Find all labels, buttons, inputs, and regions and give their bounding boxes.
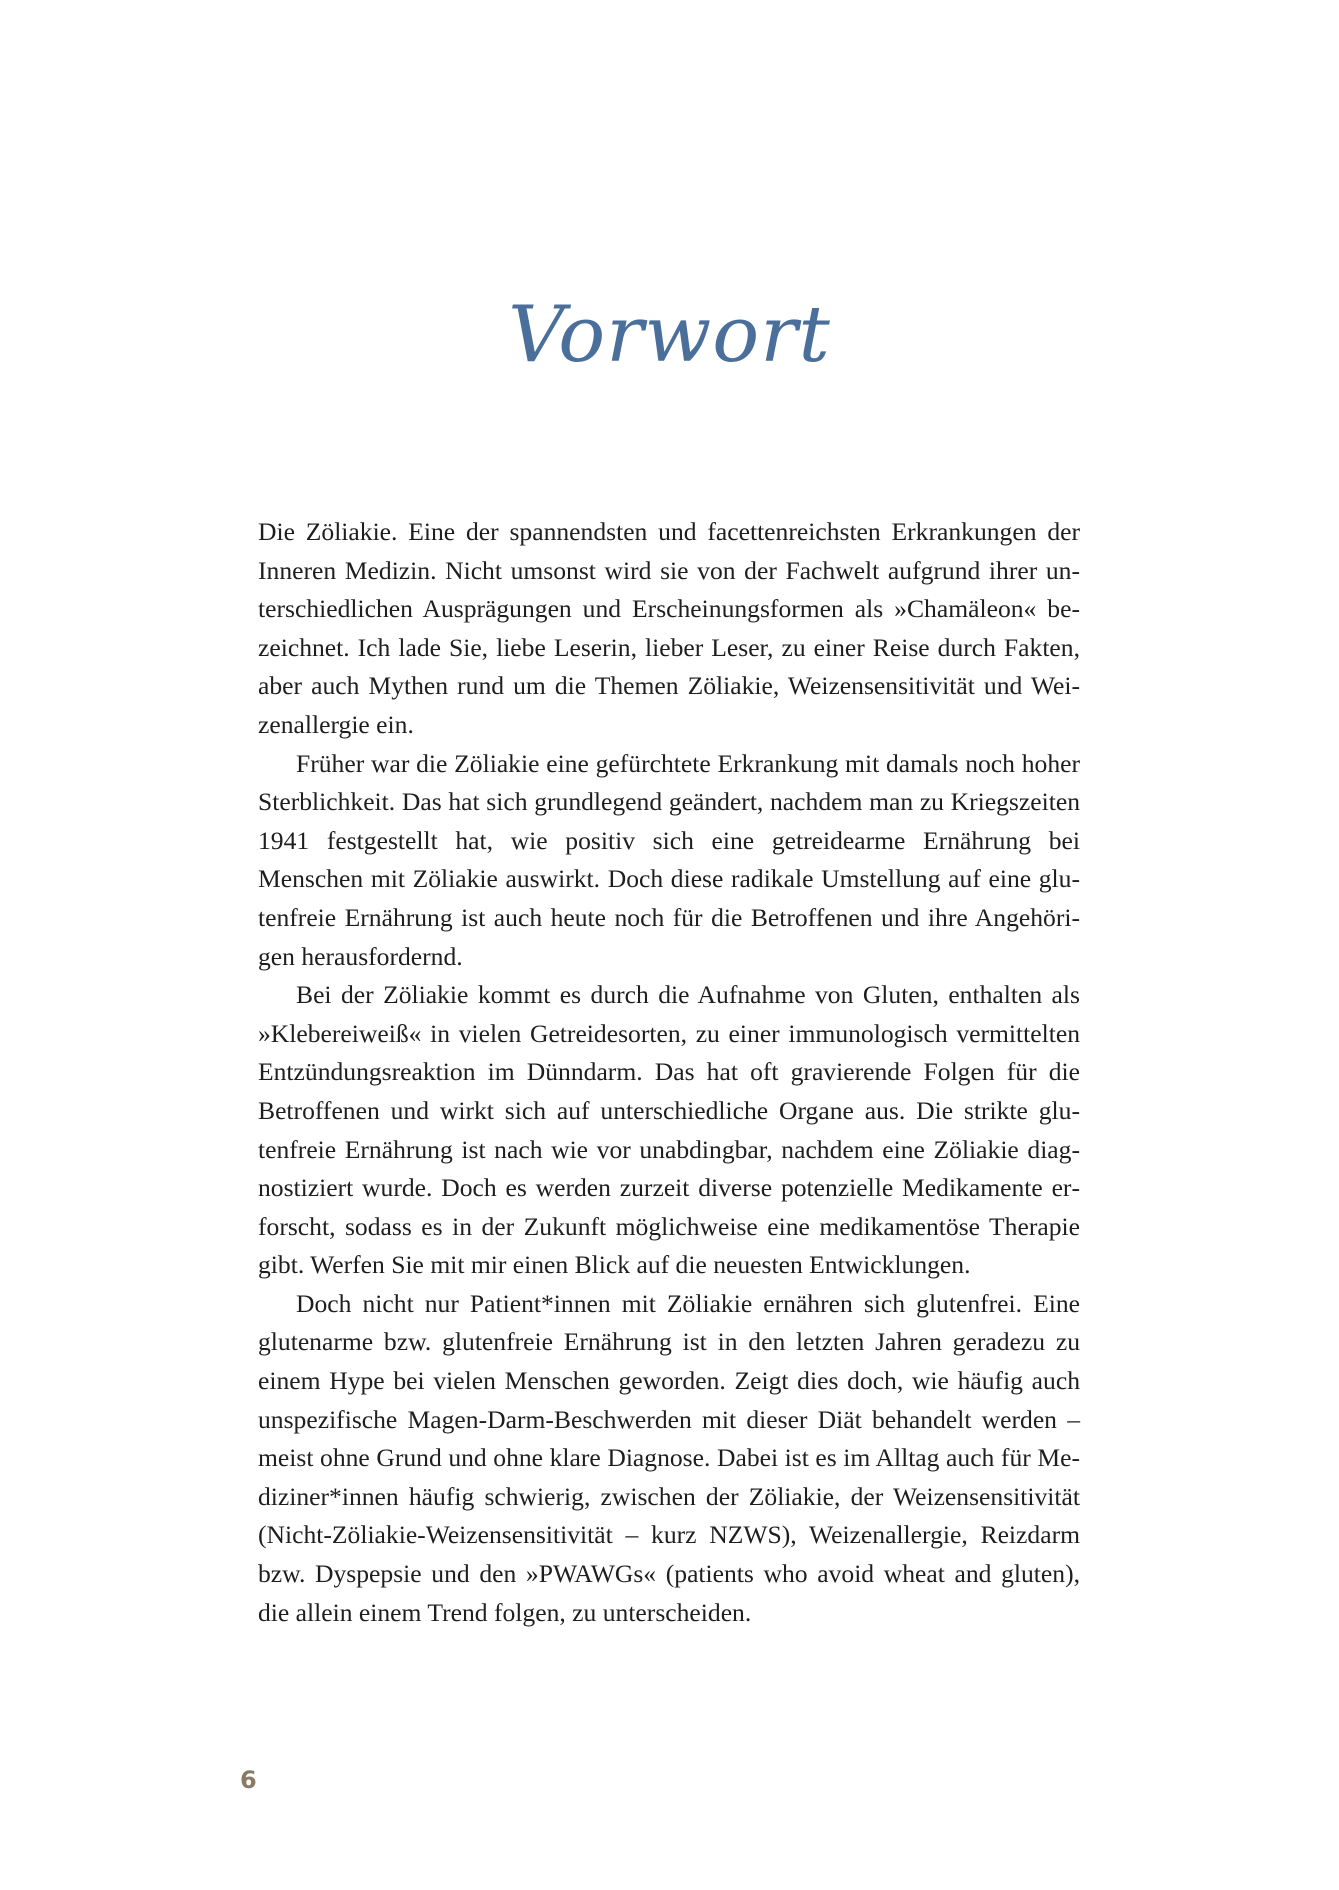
paragraph-1: Die Zöliakie. Eine der spannendsten und facettenreichsten Erkrankungen der Inneren Medizin. Nicht umsonst wird sie von der Fachwelt aufgrund ihrer unterschiedlichen Ausprägungen und Erscheinungsformen als »Chamäleon« bezeichnet. Ich lade Sie, liebe Leserin, lieber Leser, zu einer Reise durch Fakten, aber auch Mythen rund um die Themen Zöliakie, Weizensensitivität und Weizenallergie ein. [258, 517, 1080, 739]
paragraph-4: Doch nicht nur Patient*innen mit Zöliakie ernähren sich glutenfrei. Eine glutenarme bzw. glutenfreie Ernährung ist in den letzten Jahren geradezu zu einem Hype bei vielen Menschen geworden. Zeigt dies doch, wie häufig auch unspezifische Magen-Darm-Beschwerden mit dieser Diät behandelt werden – meist ohne Grund und ohne klare Diagnose. Dabei ist es im Alltag auch für Mediziner*innen häufig schwierig, zwischen der Zöliakie, der Weizensensitivität (Nicht-Zöliakie-Weizensensitivität – kurz NZWS), Weizenallergie, Reizdarm bzw. Dyspepsie und den »PWAWGs« (patients who avoid wheat and gluten), die allein einem Trend folgen, zu unterscheiden. [258, 1288, 1080, 1627]
paragraph-2: Früher war die Zöliakie eine gefürchtete Erkrankung mit damals noch hoher Sterblichkeit. Das hat sich grundlegend geändert, nachdem man zu Kriegszeiten 1941 festgestellt hat, wie positiv sich eine getreidearme Ernährung bei Menschen mit Zöliakie auswirkt. Doch diese radikale Umstellung auf eine glutenfreie Ernährung ist auch heute noch für die Betroffenen und ihre Angehörigen herausfordernd. [258, 748, 1080, 971]
page-number: 6 [240, 1766, 257, 1794]
body-text [258, 513, 1080, 1632]
paragraph-3: Bei der Zöliakie kommt es durch die Aufnahme von Gluten, enthalten als »Klebereiweiß« in vielen Getreidesorten, zu einer immunologisch vermittelten Entzündungsreaktion im Dünndarm. Das hat oft gravierende Folgen für die Betroffenen und wirkt sich auf unterschiedliche Organe aus. Die strikte glutenfreie Ernährung ist nach wie vor unabdingbar, nachdem eine Zöliakie diagnostiziert wurde. Doch es werden zurzeit diverse potenzielle Medikamente erforscht, sodass es in der Zukunft möglichweise eine medikamentöse Therapie gibt. Werfen Sie mit mir einen Blick auf die neuesten Entwicklungen. [258, 980, 1080, 1280]
chapter-title: Vorwort [508, 290, 831, 380]
